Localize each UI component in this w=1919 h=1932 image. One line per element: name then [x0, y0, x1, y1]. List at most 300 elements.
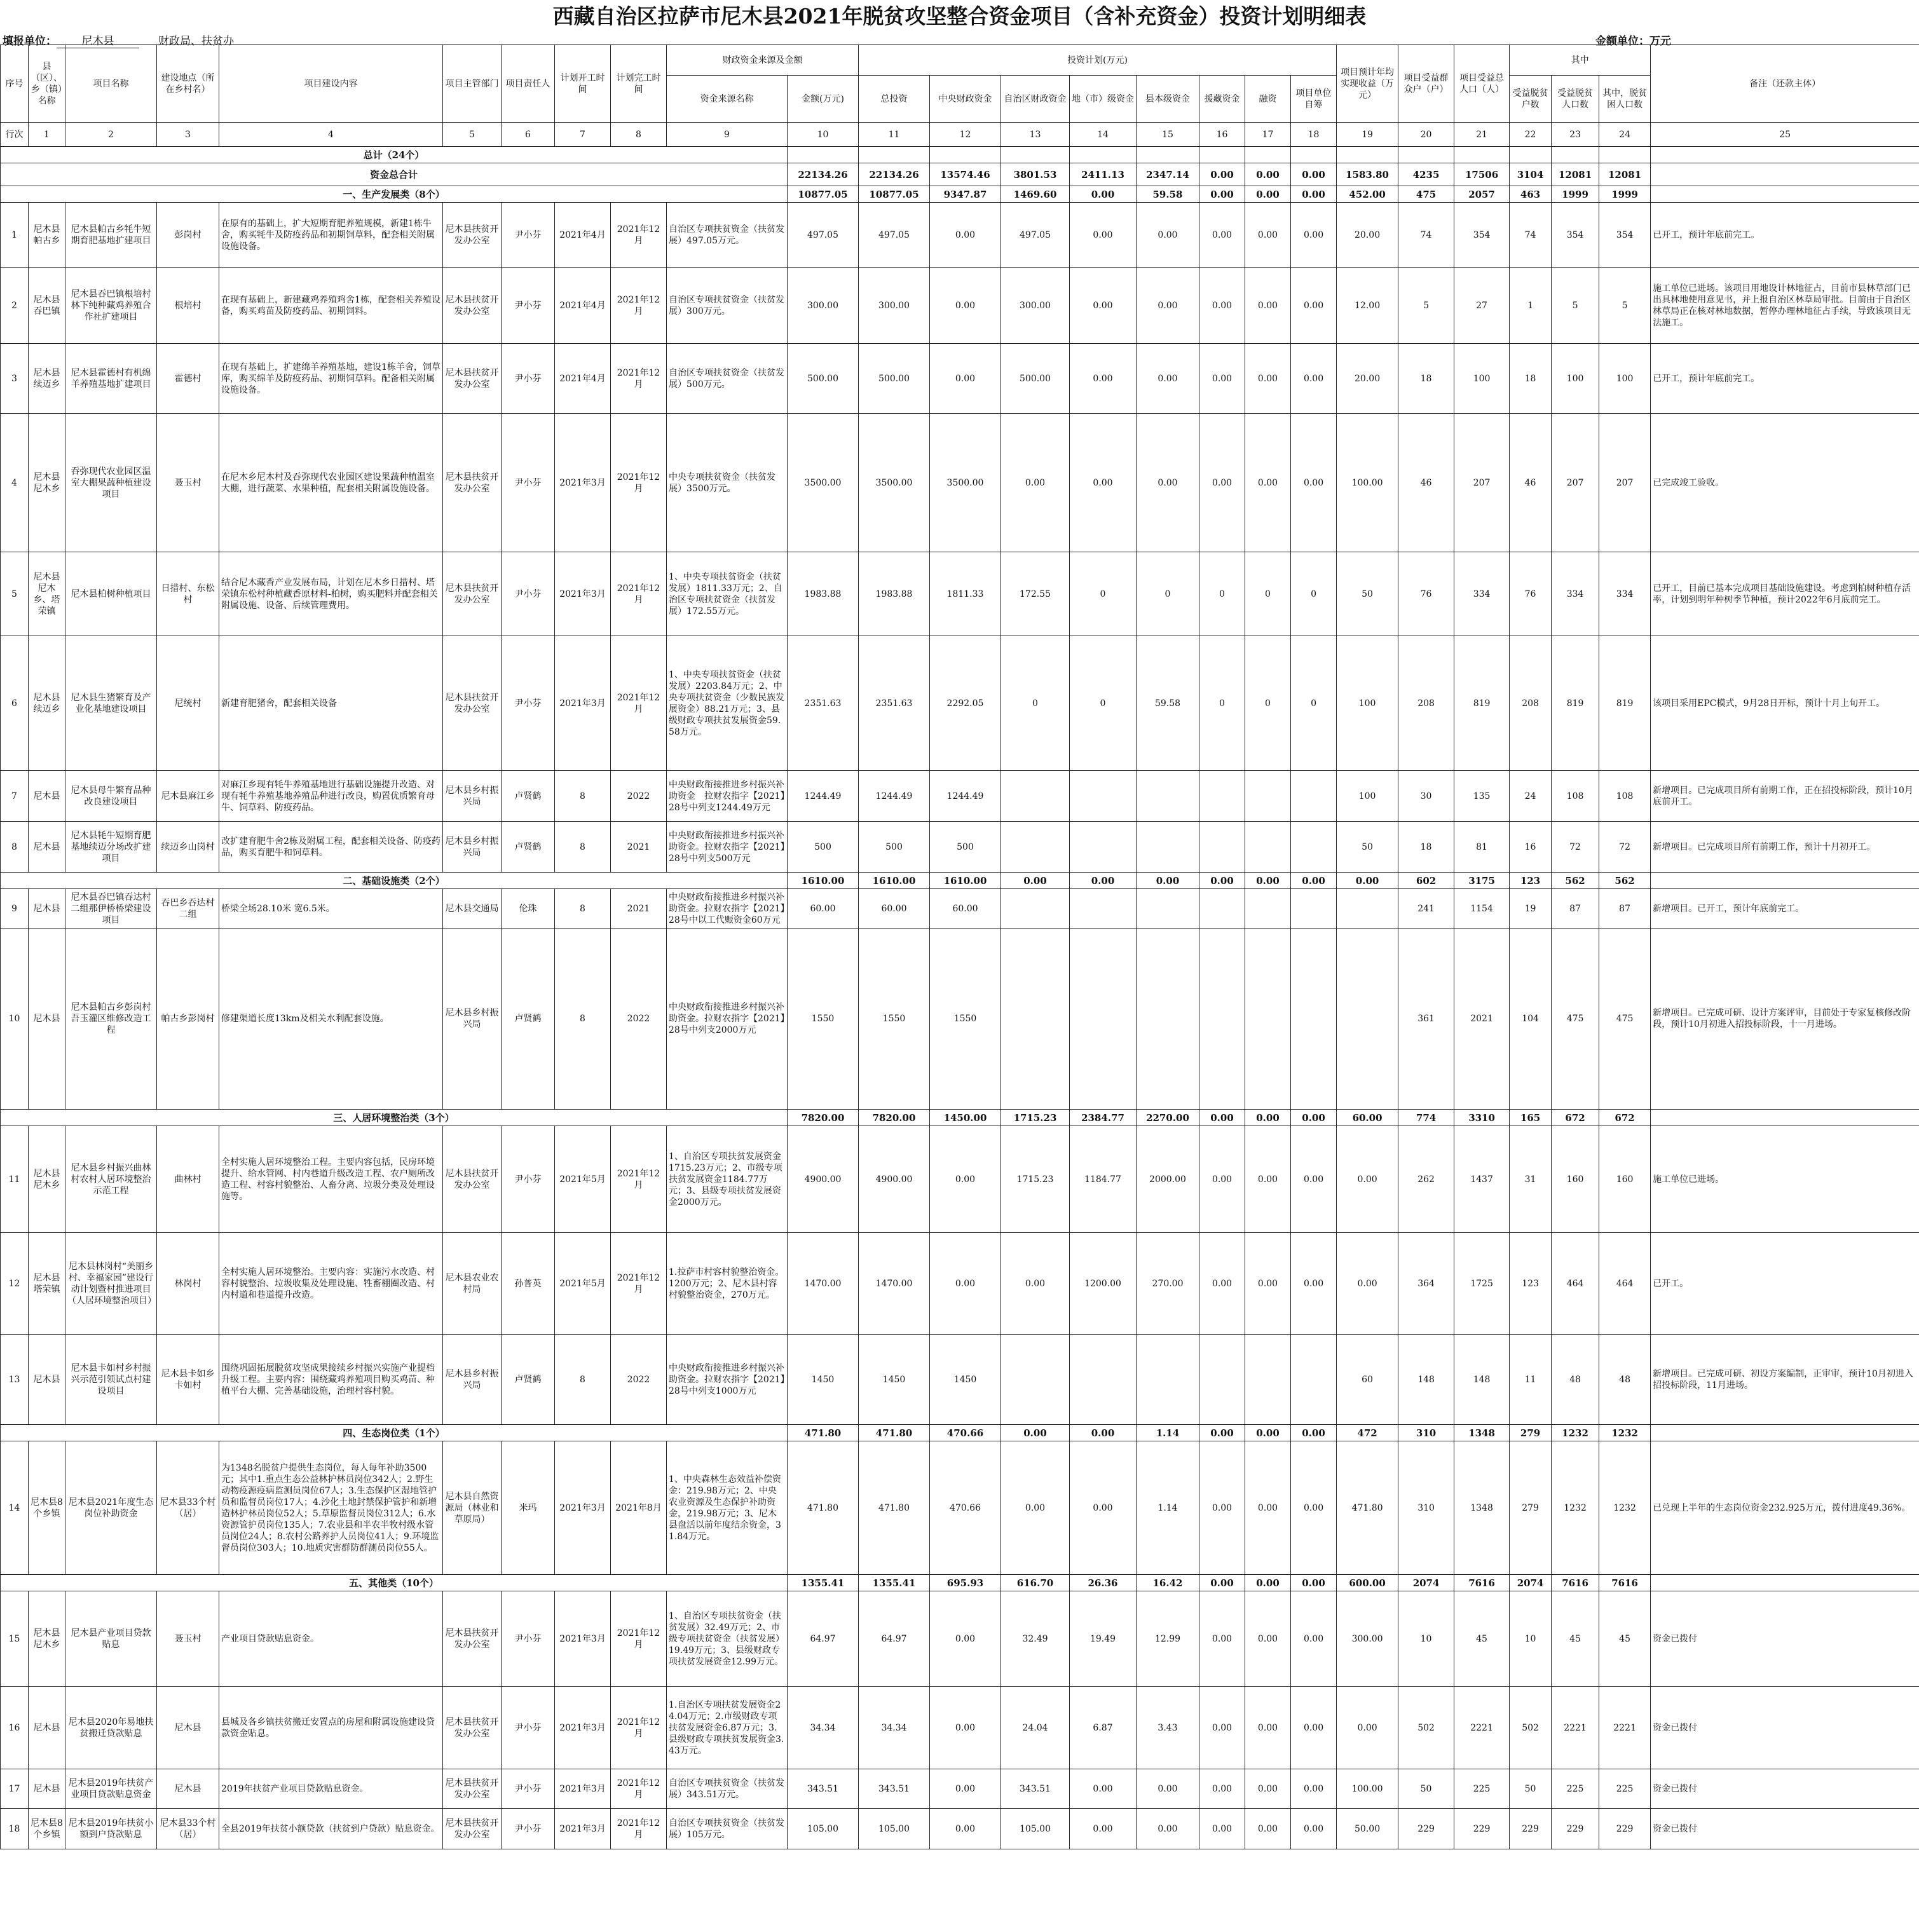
section-total-value: 2270.00 [1137, 1110, 1199, 1126]
column-number-cell: 21 [1454, 123, 1510, 147]
project-cell: 尼木县扶贫开发办公室 [443, 344, 502, 414]
project-cell: 300.00 [1001, 268, 1070, 344]
project-cell: 10 [1, 929, 29, 1110]
project-cell: 2021 [611, 889, 667, 929]
project-cell: 2 [1, 268, 29, 344]
project-cell: 1550 [859, 929, 930, 1110]
project-cell: 0.00 [1291, 1233, 1337, 1335]
header-county: 县（区）、乡（镇）名称 [29, 45, 65, 123]
grand-total-cell [1245, 147, 1291, 163]
project-cell: 0.00 [1291, 1126, 1337, 1233]
project-cell: 尼木县 [29, 889, 65, 929]
section-total-value: 616.70 [1001, 1575, 1070, 1591]
header-inv-group: 投资计划(万元) [859, 45, 1337, 76]
funds-total-value: 0.00 [1291, 163, 1337, 186]
header-income: 项目预计年均实现收益（万元） [1337, 45, 1398, 123]
section-total-value: 1232 [1552, 1425, 1599, 1441]
reporting-unit-label: 填报单位： [3, 35, 57, 48]
grand-total-cell [1337, 147, 1398, 163]
section-total-value: 0.00 [1291, 1110, 1337, 1126]
project-cell: 105.00 [1001, 1809, 1070, 1849]
project-cell: 0.00 [1070, 414, 1137, 552]
project-cell: 819 [1599, 636, 1651, 771]
project-cell: 1725 [1454, 1233, 1510, 1335]
grand-total-label: 总计（24个） [1, 147, 788, 163]
project-cell: 100 [1552, 344, 1599, 414]
section-total-value: 463 [1510, 186, 1552, 203]
project-cell: 76 [1510, 552, 1552, 636]
header-src-name: 资金来源名称 [667, 76, 788, 123]
page-title: 西藏自治区拉萨市尼木县2021年脱贫攻坚整合资金项目（含补充资金）投资计划明细表 [552, 4, 1367, 29]
project-cell: 0.00 [1245, 268, 1291, 344]
project-cell: 尼木县扶贫开发办公室 [443, 1126, 502, 1233]
project-cell: 2351.63 [788, 636, 859, 771]
project-cell: 24 [1510, 771, 1552, 822]
project-cell: 1450 [930, 1335, 1001, 1425]
project-cell: 施工单位已进场。该项目用地设计林地征占，目前市县林草部门已出具林地使用意见书，并上报自治区林草局审批。目前由于自治区林草局正在核对林地数据，暂停办理林地征占手续，导致该项目无法施工。 [1651, 268, 1919, 344]
project-cell: 帕古乡彭岗村 [157, 929, 219, 1110]
project-cell: 自治区专项扶贫资金（扶贫发展）300万元。 [667, 268, 788, 344]
project-cell: 2021年4月 [555, 203, 611, 268]
project-cell: 聂玉村 [157, 1591, 219, 1687]
project-cell: 20.00 [1337, 203, 1398, 268]
project-cell: 尼木县尼木乡、塔荣镇 [29, 552, 65, 636]
project-cell: 1 [1510, 268, 1552, 344]
project-cell: 500 [930, 822, 1001, 873]
project-cell: 尼木县帕古乡牦牛短期育肥基地扩建项目 [65, 203, 157, 268]
project-cell: 新建育肥猪舍，配套相关设备 [219, 636, 443, 771]
project-cell: 0.00 [1245, 203, 1291, 268]
project-cell: 该项目采用EPC模式，9月28日开标，预计十月上旬开工。 [1651, 636, 1919, 771]
project-cell: 尼木县8个乡镇 [29, 1441, 65, 1575]
column-number-cell: 17 [1245, 123, 1291, 147]
project-cell: 0 [1245, 552, 1291, 636]
project-cell: 2021年12月 [611, 414, 667, 552]
project-cell: 0.00 [1291, 1809, 1337, 1849]
column-number-cell: 12 [930, 123, 1001, 147]
section-total-value: 59.58 [1137, 186, 1199, 203]
project-cell: 60.00 [930, 889, 1001, 929]
project-cell: 0.00 [1199, 344, 1245, 414]
project-cell: 0.00 [1245, 344, 1291, 414]
project-cell: 0.00 [1291, 414, 1337, 552]
project-cell: 1、中央专项扶贫资金（扶贫发展）1811.33万元；2、自治区专项扶贫资金（扶贫发展）172.55万元。 [667, 552, 788, 636]
header-person: 项目责任人 [502, 45, 555, 123]
project-cell: 尼木县尼木乡 [29, 414, 65, 552]
project-cell: 2021年4月 [555, 344, 611, 414]
project-cell: 米玛 [502, 1441, 555, 1575]
column-number-cell: 7 [555, 123, 611, 147]
project-cell: 尼木县2021年度生态岗位补助资金 [65, 1441, 157, 1575]
project-cell: 尼木县卡如乡卡如村 [157, 1335, 219, 1425]
section-remark [1651, 1425, 1919, 1441]
grand-total-cell [1001, 147, 1070, 163]
project-cell [1291, 822, 1337, 873]
funds-total-label: 资金总合计 [1, 163, 788, 186]
section-total-value: 0.00 [1199, 1425, 1245, 1441]
project-cell: 0.00 [1137, 344, 1199, 414]
project-cell: 为1348名脱贫户提供生态岗位，每人每年补助3500元；其中1.重点生态公益林护林员岗位342人；2.野生动物疫源疫病监测员岗位67人；3.生态保护区湿地管护员和监督员岗位17人；4.沙化土地封禁保护管护和新增造林护林员岗位52人；5.草原监督员岗位312人；6.水资源管护员岗位135人；7.农业县和半农半牧村级水管员岗位24人；8.农村公路养护人员岗位41人；9.环境监督员岗位303人；10.地质灾害群防群测员岗位55人。 [219, 1441, 443, 1575]
section-total-value: 0.00 [1199, 1575, 1245, 1591]
project-row [1, 1591, 1919, 1687]
header-location: 建设地点（所在乡村名） [157, 45, 219, 123]
project-cell: 502 [1510, 1687, 1552, 1769]
header-end: 计划完工时间 [611, 45, 667, 123]
column-number-cell: 23 [1552, 123, 1599, 147]
project-cell: 结合尼木藏香产业发展布局，计划在尼木乡日措村、塔荣镇东松村种植藏香原材料-柏树，购买肥料并配套相关附属设施、设备、后续管理费用。 [219, 552, 443, 636]
project-cell: 300.00 [859, 268, 930, 344]
project-row [1, 203, 1919, 268]
investment-plan-table [0, 44, 1919, 1849]
grand-total-cell [1398, 147, 1454, 163]
header-total-inv: 总投资 [859, 76, 930, 123]
project-cell: 354 [1552, 203, 1599, 268]
project-cell: 2021年12月 [611, 636, 667, 771]
project-cell: 卢贤鹤 [502, 929, 555, 1110]
project-cell: 3500.00 [859, 414, 930, 552]
project-cell [1337, 929, 1398, 1110]
project-cell: 尹小芬 [502, 1126, 555, 1233]
project-cell: 尹小芬 [502, 1809, 555, 1849]
column-number-row [1, 123, 1919, 147]
project-cell: 尼木县乡村振兴曲林村农村人居环境整治示范工程 [65, 1126, 157, 1233]
project-cell: 尼木县 [29, 822, 65, 873]
project-cell: 0 [1291, 636, 1337, 771]
project-cell: 尼木县卡如村乡村振兴示范引领试点村建设项目 [65, 1335, 157, 1425]
project-cell: 1.拉萨市村容村貌整治资金。1200万元；2、尼木县村容村貌整治资金，270万元。 [667, 1233, 788, 1335]
project-cell: 270.00 [1137, 1233, 1199, 1335]
project-cell: 0.00 [930, 1126, 1001, 1233]
project-cell [1070, 889, 1137, 929]
column-number-cell: 19 [1337, 123, 1398, 147]
project-cell: 施工单位已进场。 [1651, 1126, 1919, 1233]
grand-total-cell [1651, 147, 1919, 163]
header-poor-pop2: 其中，脱贫困人口数 [1599, 76, 1651, 123]
project-cell: 8 [555, 771, 611, 822]
project-cell: 343.51 [859, 1769, 930, 1809]
project-cell: 0.00 [1199, 1769, 1245, 1809]
project-cell: 364 [1398, 1233, 1454, 1335]
project-cell: 8 [555, 822, 611, 873]
column-number-cell: 18 [1291, 123, 1337, 147]
project-cell: 吞巴乡吞达村二组 [157, 889, 219, 929]
project-cell: 尹小芬 [502, 1591, 555, 1687]
project-cell: 0.00 [1245, 1126, 1291, 1233]
column-number-cell: 22 [1510, 123, 1552, 147]
project-cell: 已开工，预计年底前完工。 [1651, 203, 1919, 268]
project-cell: 尼木县 [29, 1335, 65, 1425]
project-cell: 208 [1510, 636, 1552, 771]
project-cell: 207 [1599, 414, 1651, 552]
project-cell: 2021年12月 [611, 268, 667, 344]
project-cell: 2021年12月 [611, 203, 667, 268]
project-cell: 6.87 [1070, 1687, 1137, 1769]
project-cell: 尹小芬 [502, 344, 555, 414]
column-number-cell: 13 [1001, 123, 1070, 147]
project-cell: 卢贤鹤 [502, 1335, 555, 1425]
amount-unit: 金额单位：万元 [1595, 35, 1671, 48]
project-cell: 18 [1510, 344, 1552, 414]
project-cell: 2021年12月 [611, 1809, 667, 1849]
project-cell: 48 [1599, 1335, 1651, 1425]
project-cell: 8 [555, 929, 611, 1110]
project-cell: 500 [859, 822, 930, 873]
funds-total-value: 1583.80 [1337, 163, 1398, 186]
project-cell: 34.34 [788, 1687, 859, 1769]
project-cell: 尼木县霍德村有机绵羊养殖基地扩建项目 [65, 344, 157, 414]
project-cell: 3.43 [1137, 1687, 1199, 1769]
project-cell: 尼木县扶贫开发办公室 [443, 1769, 502, 1809]
funds-total-value: 17506 [1454, 163, 1510, 186]
project-cell: 46 [1398, 414, 1454, 552]
project-cell: 尼木县生猪繁育及产业化基地建设项目 [65, 636, 157, 771]
column-number-cell: 10 [788, 123, 859, 147]
project-cell: 64.97 [859, 1591, 930, 1687]
project-cell: 尼木县 [157, 1687, 219, 1769]
project-cell: 2221 [1454, 1687, 1510, 1769]
project-row [1, 771, 1919, 822]
section-total-value: 3175 [1454, 873, 1510, 889]
project-cell: 彭岗村 [157, 203, 219, 268]
project-cell: 0.00 [1199, 414, 1245, 552]
grand-total-cell [1454, 147, 1510, 163]
grand-total-row [1, 147, 1919, 163]
section-total-value: 3310 [1454, 1110, 1510, 1126]
project-cell: 2021年3月 [555, 636, 611, 771]
section-title: 四、生态岗位类（1个） [1, 1425, 788, 1441]
project-cell: 2022 [611, 929, 667, 1110]
project-cell: 0.00 [1245, 1809, 1291, 1849]
column-number-cell: 2 [65, 123, 157, 147]
section-remark [1651, 186, 1919, 203]
column-number-cell: 11 [859, 123, 930, 147]
project-cell: 尼木县自然资源局（林业和草原局） [443, 1441, 502, 1575]
project-cell: 尼木县 [29, 1687, 65, 1769]
header-amount: 金额(万元) [788, 76, 859, 123]
project-cell: 87 [1599, 889, 1651, 929]
project-cell: 19.49 [1070, 1591, 1137, 1687]
project-cell: 0.00 [1137, 203, 1199, 268]
project-cell: 尼木县乡村振兴局 [443, 929, 502, 1110]
project-cell: 2021年12月 [611, 1591, 667, 1687]
project-cell: 310 [1398, 1441, 1454, 1575]
header-content: 项目建设内容 [219, 45, 443, 123]
funds-total-value: 2347.14 [1137, 163, 1199, 186]
project-cell: 尼木县林岗村“美丽乡村、幸福家园”建设行动计划暨村推进项目（人居环境整治项目） [65, 1233, 157, 1335]
project-cell: 4900.00 [859, 1126, 930, 1233]
header-benefit-pop: 项目受益总人口（人） [1454, 45, 1510, 123]
project-cell: 0.00 [1137, 1809, 1199, 1849]
project-row [1, 1809, 1919, 1849]
project-cell: 100 [1454, 344, 1510, 414]
section-total-value: 0.00 [1199, 186, 1245, 203]
project-cell: 0.00 [1245, 1769, 1291, 1809]
section-row [1, 1575, 1919, 1591]
project-cell: 500 [788, 822, 859, 873]
project-row [1, 1769, 1919, 1809]
project-cell: 尹小芬 [502, 636, 555, 771]
project-row [1, 1687, 1919, 1769]
project-cell: 50 [1337, 552, 1398, 636]
section-total-value: 1610.00 [930, 873, 1001, 889]
project-cell: 13 [1, 1335, 29, 1425]
project-cell: 105.00 [788, 1809, 859, 1849]
project-cell: 1184.77 [1070, 1126, 1137, 1233]
header-of-group: 其中 [1510, 45, 1651, 76]
project-cell: 6 [1, 636, 29, 771]
section-total-value: 26.36 [1070, 1575, 1137, 1591]
project-cell: 7 [1, 771, 29, 822]
section-remark [1651, 1575, 1919, 1591]
project-cell: 2021年5月 [555, 1126, 611, 1233]
grand-total-cell [1199, 147, 1245, 163]
project-cell [1291, 889, 1337, 929]
grand-total-cell [859, 147, 930, 163]
project-cell [1001, 1335, 1070, 1425]
section-title: 三、人居环境整治类（3个） [1, 1110, 788, 1126]
section-total-value: 0.00 [1245, 1425, 1291, 1441]
project-cell: 0.00 [930, 1233, 1001, 1335]
section-total-value: 562 [1552, 873, 1599, 889]
project-cell: 500.00 [859, 344, 930, 414]
project-cell: 0.00 [1199, 1809, 1245, 1849]
header-aid: 援藏资金 [1199, 76, 1245, 123]
project-cell: 1348 [1454, 1441, 1510, 1575]
project-cell: 尼木县扶贫开发办公室 [443, 636, 502, 771]
project-cell: 50 [1510, 1769, 1552, 1809]
section-row [1, 1110, 1919, 1126]
project-cell: 471.80 [859, 1441, 930, 1575]
grand-total-cell [788, 147, 859, 163]
column-number-cell: 24 [1599, 123, 1651, 147]
project-cell: 475 [1599, 929, 1651, 1110]
project-row [1, 414, 1919, 552]
project-cell: 48 [1552, 1335, 1599, 1425]
project-cell: 0.00 [1291, 203, 1337, 268]
project-cell: 229 [1398, 1809, 1454, 1849]
project-cell: 819 [1454, 636, 1510, 771]
project-cell [1137, 1335, 1199, 1425]
project-cell: 尹小芬 [502, 1687, 555, 1769]
grand-total-cell [930, 147, 1001, 163]
project-cell: 修建渠道长度13km及相关水利配套设施。 [219, 929, 443, 1110]
section-total-value: 123 [1510, 873, 1552, 889]
project-cell: 尼木县牦牛短期育肥基地续迈分场改扩建项目 [65, 822, 157, 873]
project-cell: 10 [1510, 1591, 1552, 1687]
section-total-value: 7820.00 [788, 1110, 859, 1126]
project-cell: 尼木县扶贫开发办公室 [443, 552, 502, 636]
section-remark [1651, 1110, 1919, 1126]
project-cell: 0.00 [1199, 1441, 1245, 1575]
project-cell [1137, 771, 1199, 822]
project-cell: 0.00 [1199, 1233, 1245, 1335]
project-cell: 尹小芬 [502, 203, 555, 268]
project-cell: 464 [1599, 1233, 1651, 1335]
section-total-value: 7616 [1599, 1575, 1651, 1591]
project-cell: 新增项目。已完成可研、初设方案编制，正审审，预计10月初进入招投标阶段，11月进场。 [1651, 1335, 1919, 1425]
section-total-value: 0.00 [1291, 1425, 1337, 1441]
project-cell: 中央专项扶贫资金（扶贫发展）3500万元。 [667, 414, 788, 552]
project-cell: 8 [1, 822, 29, 873]
project-cell: 尼木县吞巴镇吞达村二组那伊桥桥梁建设项目 [65, 889, 157, 929]
project-cell: 卢贤鹤 [502, 771, 555, 822]
project-cell: 225 [1552, 1769, 1599, 1809]
project-cell: 2021年12月 [611, 552, 667, 636]
project-cell: 0.00 [1137, 414, 1199, 552]
project-cell: 孙普英 [502, 1233, 555, 1335]
section-total-value: 1348 [1454, 1425, 1510, 1441]
section-title: 五、其他类（10个） [1, 1575, 788, 1591]
project-cell: 18 [1, 1809, 29, 1849]
project-cell: 资金已拨付 [1651, 1809, 1919, 1849]
project-cell: 497.05 [1001, 203, 1070, 268]
project-cell: 尹小芬 [502, 268, 555, 344]
funds-total-remark [1651, 163, 1919, 186]
project-cell: 0 [1245, 636, 1291, 771]
project-cell: 已开工，目前已基本完成项目基础设施建设。考虑到柏树种植存活率，计划到明年种树季节种植，预计2022年6月底前完工。 [1651, 552, 1919, 636]
project-row [1, 822, 1919, 873]
project-cell: 0.00 [1199, 268, 1245, 344]
column-number-cell: 9 [667, 123, 788, 147]
project-cell: 尼木县乡村振兴局 [443, 1335, 502, 1425]
section-total-value: 1355.41 [859, 1575, 930, 1591]
section-total-value: 1355.41 [788, 1575, 859, 1591]
project-cell: 尼木县交通局 [443, 889, 502, 929]
funds-total-value: 12081 [1599, 163, 1651, 186]
project-cell: 343.51 [1001, 1769, 1070, 1809]
project-cell: 5 [1552, 268, 1599, 344]
project-cell: 吞弥现代农业园区温室大棚果蔬种植建设项目 [65, 414, 157, 552]
project-cell: 2021年12月 [611, 344, 667, 414]
project-cell: 尼木县柏树种植项目 [65, 552, 157, 636]
project-cell: 16 [1510, 822, 1552, 873]
project-cell: 74 [1510, 203, 1552, 268]
project-cell: 1、自治区专项扶贫资金（扶贫发展）32.49万元；2、市级专项扶贫资金（扶贫发展）19.49万元；3、县级财政专项扶贫发展资金12.99万元。 [667, 1591, 788, 1687]
section-total-value: 472 [1337, 1425, 1398, 1441]
section-total-value: 2384.77 [1070, 1110, 1137, 1126]
section-total-value: 602 [1398, 873, 1454, 889]
funds-total-value: 13574.46 [930, 163, 1001, 186]
project-cell: 1154 [1454, 889, 1510, 929]
project-cell: 3500.00 [930, 414, 1001, 552]
project-cell: 0.00 [1001, 414, 1070, 552]
project-cell: 对麻江乡现有牦牛养殖基地进行基础设施提升改造、对现有牦牛养殖基地养殖品种进行改良，购置优质繁育母牛、饲草料、防疫药品。 [219, 771, 443, 822]
section-total-value: 1.14 [1137, 1425, 1199, 1441]
project-cell [1199, 822, 1245, 873]
grand-total-cell [1137, 147, 1199, 163]
section-total-value: 471.80 [859, 1425, 930, 1441]
project-cell: 续迈乡山岗村 [157, 822, 219, 873]
project-cell: 0 [1001, 636, 1070, 771]
project-cell: 148 [1398, 1335, 1454, 1425]
project-cell: 12.99 [1137, 1591, 1199, 1687]
project-cell: 0.00 [1070, 1809, 1137, 1849]
project-cell: 2021年12月 [611, 1233, 667, 1335]
project-cell [1245, 889, 1291, 929]
project-cell: 0 [1070, 636, 1137, 771]
project-cell: 0.00 [930, 1687, 1001, 1769]
section-total-value: 165 [1510, 1110, 1552, 1126]
project-cell: 354 [1454, 203, 1510, 268]
project-cell: 72 [1599, 822, 1651, 873]
project-cell: 819 [1552, 636, 1599, 771]
project-cell: 100 [1337, 636, 1398, 771]
project-cell: 尼木县尼木乡 [29, 1126, 65, 1233]
project-cell: 伦珠 [502, 889, 555, 929]
project-cell: 尹小芬 [502, 1769, 555, 1809]
column-number-cell: 16 [1199, 123, 1245, 147]
project-cell [1199, 889, 1245, 929]
